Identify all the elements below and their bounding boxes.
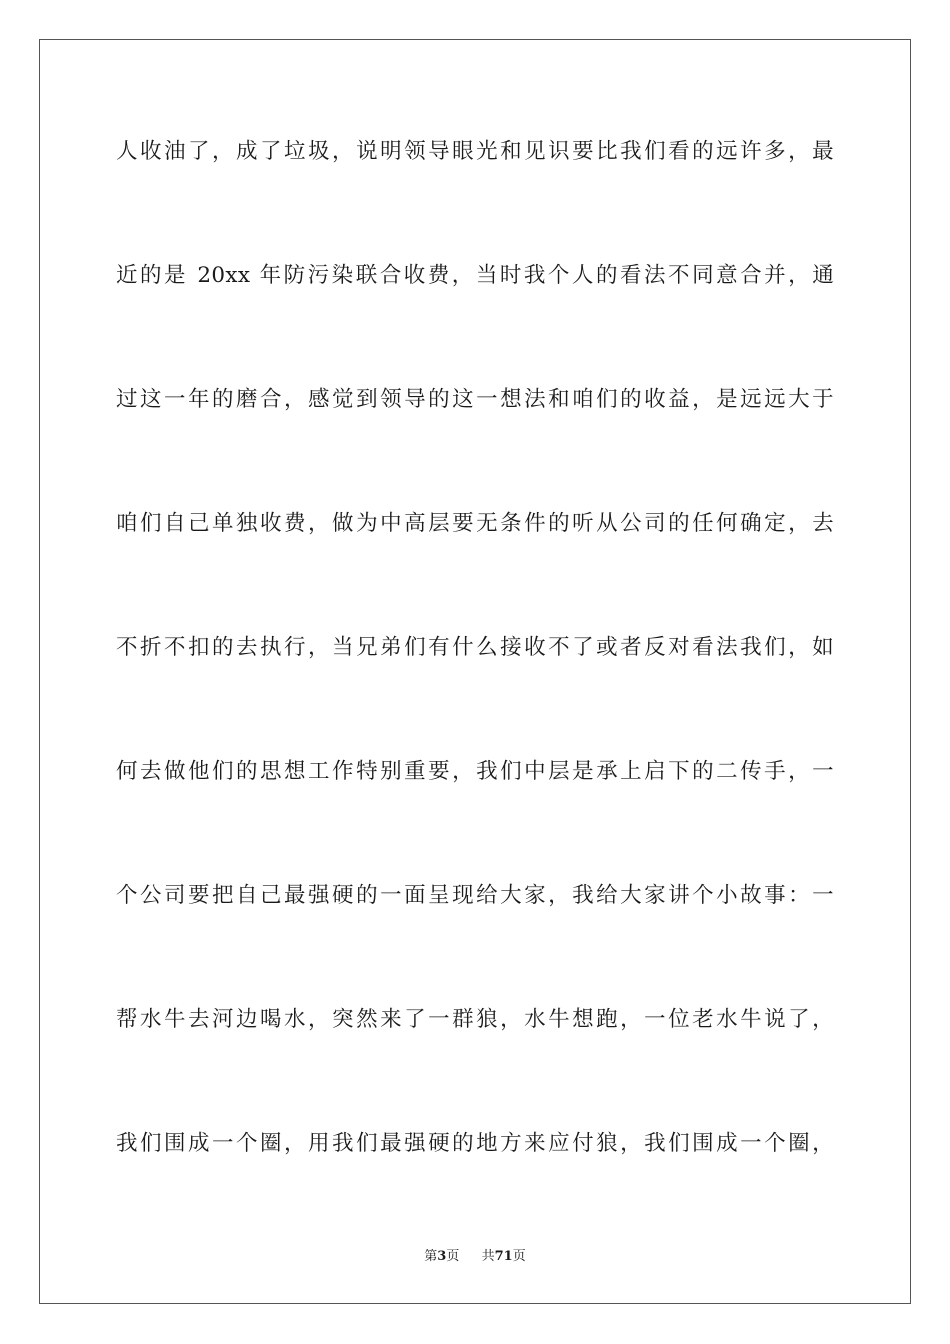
body-text-line-3: 过这一年的磨合，感觉到领导的这一想法和咱们的收益，是远远大于 [116, 387, 834, 412]
page-suffix: 页 [446, 1249, 460, 1264]
body-text-line-8: 帮水牛去河边喝水，突然来了一群狼，水牛想跑，一位老水牛说了， [116, 1007, 834, 1032]
total-suffix: 页 [512, 1249, 526, 1264]
total-pages: 71 [494, 1249, 513, 1264]
body-text-line-2: 近的是 20xx 年防污染联合收费，当时我个人的看法不同意合并，通 [116, 263, 834, 288]
page-footer [0, 1245, 950, 1264]
page-current: 3 [437, 1249, 447, 1264]
page-number-label [424, 1249, 463, 1264]
body-text-line-5: 不折不扣的去执行，当兄弟们有什么接收不了或者反对看法我们，如 [116, 635, 834, 660]
body-text-line-4: 咱们自己单独收费，做为中高层要无条件的听从公司的任何确定，去 [116, 511, 834, 536]
total-prefix: 共 [481, 1249, 495, 1264]
body-text-line-1: 人收油了，成了垃圾，说明领导眼光和见识要比我们看的远许多，最 [116, 139, 834, 164]
total-pages-label [482, 1249, 526, 1264]
body-text-line-9: 我们围成一个圈，用我们最强硬的地方来应付狼，我们围成一个圈， [116, 1131, 834, 1156]
page-frame [39, 39, 911, 1304]
body-text-line-7: 个公司要把自己最强硬的一面呈现给大家，我给大家讲个小故事：一 [116, 883, 834, 908]
page-prefix: 第 [424, 1249, 438, 1264]
body-text-line-6: 何去做他们的思想工作特别重要，我们中层是承上启下的二传手，一 [116, 759, 834, 784]
